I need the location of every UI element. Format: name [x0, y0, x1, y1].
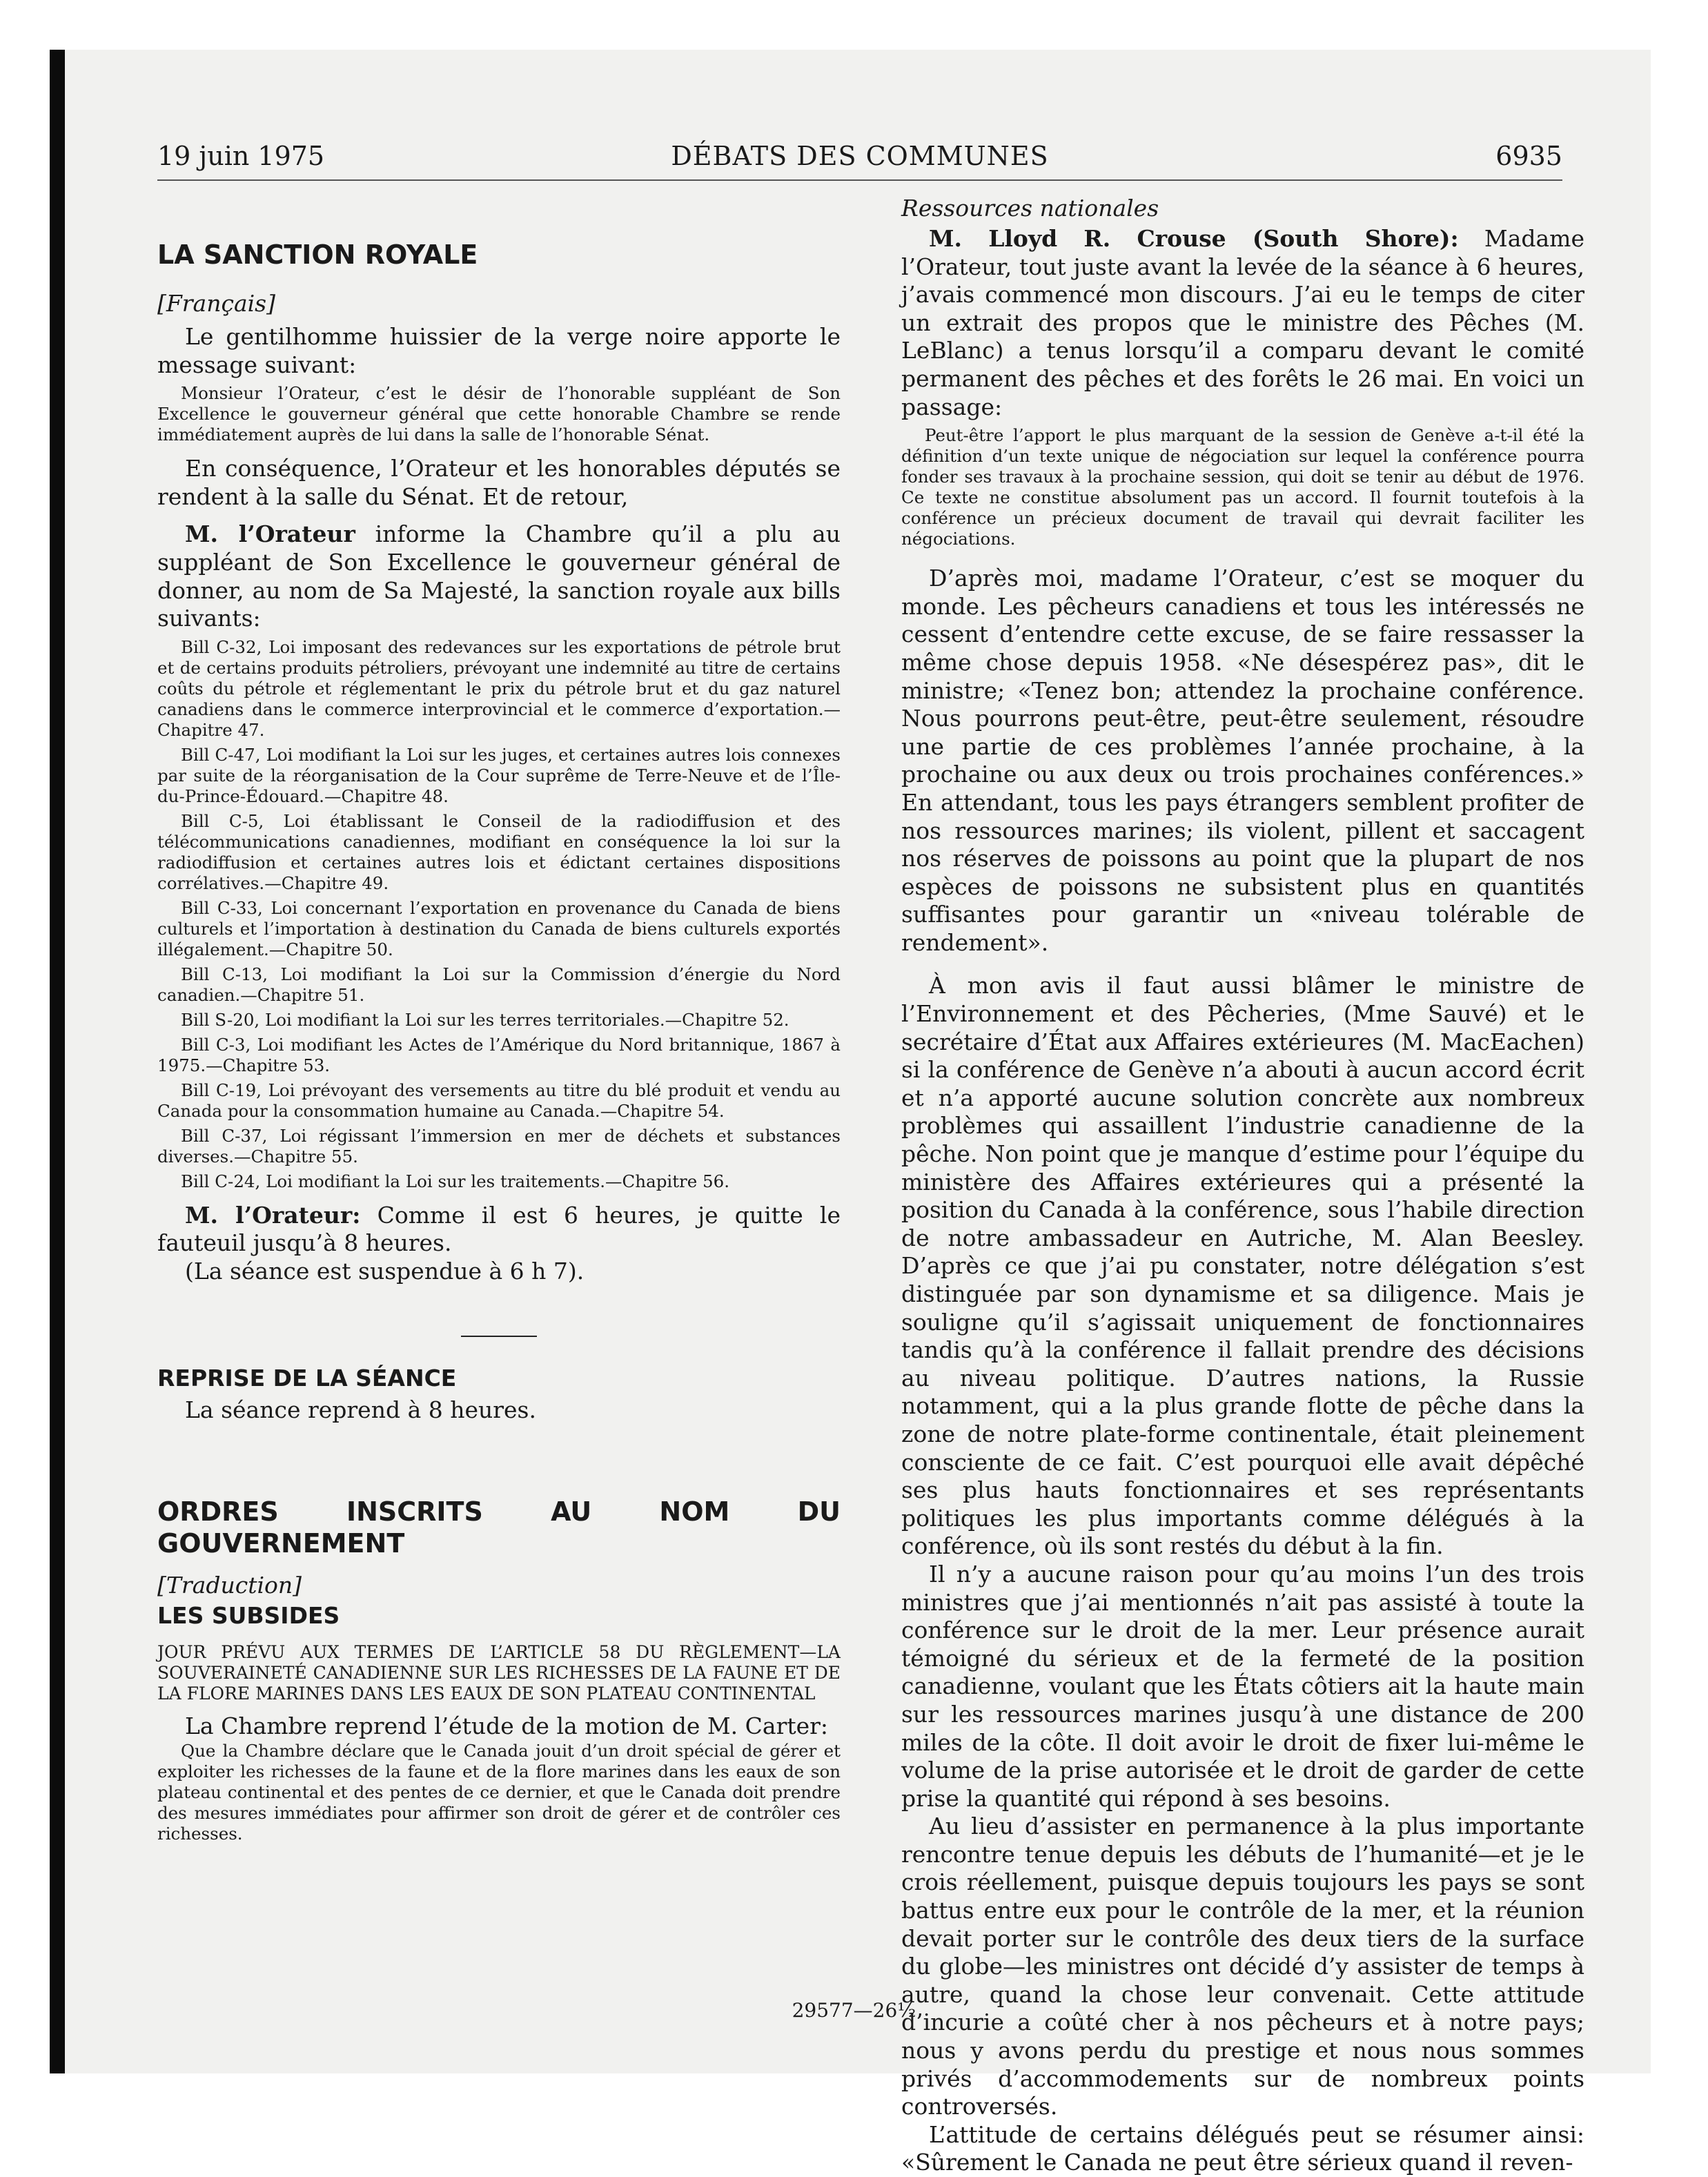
topic-heading: Ressources nationales: [901, 195, 1159, 222]
reprise-text: La séance reprend à 8 heures.: [185, 1396, 536, 1423]
motion-intro: La Chambre reprend l’étude de la motion de M. Carter:: [185, 1712, 829, 1740]
speaker-sanction-text: informe la Chambre qu’il a plu au suppléant de Son Excellence le gouverneur général de donner, au nom de Sa Majesté, la sanction royale aux bills suivants:: [157, 520, 841, 632]
right-column: [901, 195, 1584, 2176]
bill-item: Bill C-37, Loi régissant l’immersion en mer de déchets et substances diverses.—Chapitre 55.: [157, 1125, 841, 1166]
header-title: DÉBATS DES COMMUNES: [671, 141, 1049, 171]
debate-paragraph: Il n’y a aucune raison pour qu’au moins l’un des trois ministres que j’ai mentionnés n’ait pas assisté à toute la conférence sur le droit de la mer. Leur présence aurait témoigné du sérieux et de la fermeté de la position canadienne, voulant que les États côtiers ait la haute main sur les ressources marines jusqu’à une distance de 200 miles de la côte. Il doit avoir le droit de fixer lui-même le volume de la prise autorisée et le droit de garder de cette prise la quantité qui répond à ses besoins.: [901, 1560, 1584, 1812]
speaker-sanction-paragraph: [157, 520, 841, 632]
subsides-heading: LES SUBSIDES: [157, 1602, 340, 1630]
debate-paragraph: À mon avis il faut aussi blâmer le ministre de l’Environnement et des Pêcheries, (Mme Sauvé) et le secrétaire d’État aux Affaires extérieures (M. MacEachen) si la conférence de Genève n’a abouti à aucun accord écrit et n’a apporté aucune solution concrète aux nombreux problèmes qui assaillent l’industrie canadienne de la pêche. Non point que je manque d’estime pour l’équipe du ministère des Affaires extérieures qui a présenté la position du Canada à la conférence, sous l’habile direction de notre ambassadeur en Autriche, M. Alan Beesley. D’après ce que j’ai pu constater, notre délégation s’est distinguée par son dynamisme et sa diligence. Mais je souligne qu’il s’agissait uniquement de fonctionnaires tandis qu’à la conférence il fallait prendre des décisions au niveau politique. D’autres nations, la Russie notamment, qui a la plus grande flotte de pêche dans la zone de notre plate-forme continentale, était pleinement consciente de ce fait. C’est pourquoi elle avait dépêché ses plus hauts fonctionnaires et ses représentants politiques les plus importants comme délégués à la conférence, où ils sont restés du début à la fin.: [901, 972, 1584, 1560]
speaker-name: M. l’Orateur: [185, 520, 355, 548]
consequence-paragraph: En conséquence, l’Orateur et les honorables députés se rendent à la salle du Sénat. Et de retour,: [157, 455, 841, 510]
speaker-leaves-chair-paragraph: [157, 1202, 841, 1258]
debate-paragraph: D’après moi, madame l’Orateur, c’est se moquer du monde. Les pêcheurs canadiens et tous les intéressés ne cessent d’entendre cette excuse, de se faire ressasser la même chose depuis 1958. «Ne désespérez pas», dit le ministre; «Tenez bon; attendez la prochaine conférence. Nous pourrons peut-être, peut-être seulement, résoudre une partie de ces problèmes l’année prochaine, à la prochaine ou aux deux ou trois prochaines conférences.» En attendant, tous les pays étrangers semblent profiter de nos ressources marines; ils violent, pillent et saccagent nos réserves de poissons au point que la plupart de nos espèces de poissons ne subsistent plus en quantités suffisantes pour garantir un «niveau tolérable de rendement».: [901, 565, 1584, 956]
bill-item: Bill C-47, Loi modifiant la Loi sur les juges, et certaines autres lois connexes par suite de la réorganisation de la Cour suprême de Terre-Neuve et de l’Île-du-Prince-Édouard.—Chapitre 48.: [157, 744, 841, 806]
allotted-day-heading: JOUR PRÉVU AUX TERMES DE L’ARTICLE 58 DU RÈGLEMENT—LA SOUVERAINETÉ CANADIENNE SUR LES RICHESSES DE LA FAUNE ET DE LA FLORE MARINES DANS LES EAUX DE SON PLATEAU CONTINENTAL: [157, 1642, 841, 1704]
suspension-note: (La séance est suspendue à 6 h 7).: [185, 1257, 585, 1285]
bill-item: Bill C-13, Loi modifiant la Loi sur la Commission d’énergie du Nord canadien.—Chapitre 51.: [157, 964, 841, 1005]
header-date: 19 juin 1975: [157, 141, 325, 171]
scan-edge: [50, 50, 65, 2073]
usher-paragraph: Le gentilhomme huissier de la verge noire apporte le message suivant:: [157, 323, 841, 378]
minister-quote: Peut-être l’apport le plus marquant de la session de Genève a-t-il été la définition d’un texte unique de négociation sur lequel la conférence pourra fonder ses travaux à la prochaine session, qui doit se tenir au début de 1976. Ce texte ne constitue absolument pas un accord. Il fournit toutefois à la conférence un précieux document de travail qui devrait faciliter les négociations.: [901, 425, 1584, 549]
page-footer-code: 29577—26½: [792, 1999, 916, 2022]
page-header: [157, 141, 1562, 181]
bill-item: Bill C-5, Loi établissant le Conseil de la radiodiffusion et des télécommunications canadiennes, modifiant en conséquence la loi sur la radiodiffusion et certaines autres lois et édictant certaines dispositions corrélatives.—Chapitre 49.: [157, 810, 841, 893]
crouse-opening-text: Madame l’Orateur, tout juste avant la levée de la séance à 6 heures, j’avais commencé mon discours. J’ai eu le temps de citer un extrait des propos que le ministre des Pêches (M. LeBlanc) a tenus lorsqu’il a comparu devant le comité permanent des pêches et des forêts le 26 mai. En voici un passage:: [901, 225, 1584, 420]
bill-item: Bill C-3, Loi modifiant les Actes de l’Amérique du Nord britannique, 1867 à 1975.—Chapitre 53.: [157, 1034, 841, 1075]
debate-paragraph: Au lieu d’assister en permanence à la plus importante rencontre tenue depuis les débuts de l’humanité—et je le crois réellement, puisque depuis toujours les pays se sont battus entre eux pour le contrôle de la mer, et la réunion devait porter sur le contrôle des deux tiers de la surface du globe—les ministres ont décidé d’y assister de temps à autre, quand la chose leur convenait. Cette attitude d’incurie a coûté cher à nos pêcheurs et à notre pays; nous y avons perdu du prestige et nous nous sommes privés d’accommodements sur de nombreux points controversés.: [901, 1813, 1584, 2120]
language-tag-traduction: [Traduction]: [157, 1572, 302, 1599]
debate-paragraph: L’attitude de certains délégués peut se résumer ainsi: «Sûrement le Canada ne peut être sérieux quand il reven-: [901, 2120, 1584, 2176]
motion-text: Que la Chambre déclare que le Canada jouit d’un droit spécial de gérer et exploiter les richesses de la faune et de la flore marines dans les eaux de son plateau continental et des pentes de ce dernier, et que le Canada doit prendre des mesures immédiates pour affirmer son droit de gérer et de contrôler ces richesses.: [157, 1740, 841, 1844]
bill-item: Bill C-19, Loi prévoyant des versements au titre du blé produit et vendu au Canada pour la consommation humaine au Canada.—Chapitre 54.: [157, 1080, 841, 1121]
bill-item: Bill S-20, Loi modifiant la Loi sur les terres territoriales.—Chapitre 52.: [181, 1009, 789, 1030]
reprise-heading: REPRISE DE LA SÉANCE: [157, 1364, 457, 1392]
bill-item: Bill C-32, Loi imposant des redevances sur les exportations de pétrole brut et de certains produits pétroliers, prévoyant une indemnité au titre de certains coûts du pétrole et réglementant le prix du pétrole brut et du gaz naturel canadiens dans le commerce interprovincial et le commerce d’exportation.—Chapitre 47.: [157, 636, 841, 740]
left-column: [157, 195, 841, 1962]
language-tag-francais: [Français]: [157, 290, 275, 317]
speaker-name: M. Lloyd R. Crouse (South Shore):: [929, 225, 1459, 252]
bill-item: Bill C-24, Loi modifiant la Loi sur les traitements.—Chapitre 56.: [181, 1171, 730, 1191]
sanction-heading: LA SANCTION ROYALE: [157, 240, 478, 270]
bill-item: Bill C-33, Loi concernant l’exportation en provenance du Canada de biens culturels et l’importation à destination du Canada de biens culturels exportés illégalement.—Chapitre 50.: [157, 897, 841, 959]
usher-message-quote: Monsieur l’Orateur, c’est le désir de l’honorable suppléant de Son Excellence le gouverneur général que cette honorable Chambre se rende immédiatement auprès de lui dans la salle de l’honorable Sénat.: [157, 383, 841, 445]
ordres-heading: ORDRES INSCRITS AU NOM DU GOUVERNEMENT: [157, 1496, 841, 1559]
speaker-name: M. l’Orateur:: [185, 1201, 361, 1229]
header-page-number: 6935: [1495, 141, 1562, 171]
speaker-leaves-chair-text: Comme il est 6 heures, je quitte le fauteuil jusqu’à 8 heures.: [157, 1201, 841, 1257]
crouse-opening-paragraph: [901, 225, 1584, 421]
